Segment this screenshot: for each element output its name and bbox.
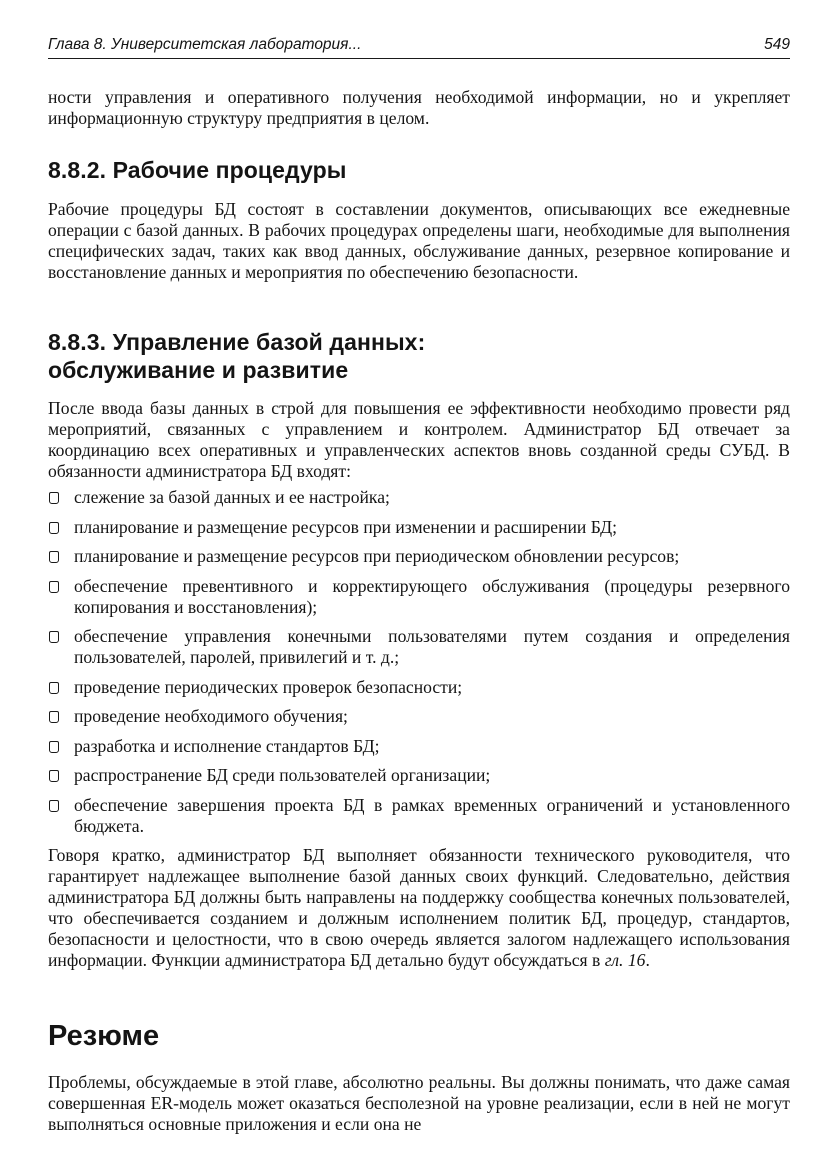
list-item: обеспечение превентивного и корректирующего обслуживания (процедуры резервного копирования и восстановления);: [48, 576, 790, 618]
summary-title: Резюме: [48, 1020, 160, 1052]
section-883-title-line2: обслуживание и развитие: [48, 357, 349, 383]
page-number: 549: [764, 36, 790, 53]
chapter-title: Глава 8. Университетская лаборатория...: [48, 36, 362, 53]
checkbox-bullet-icon: [49, 711, 59, 723]
checkbox-bullet-icon: [49, 522, 59, 534]
checkbox-bullet-icon: [49, 770, 59, 782]
list-item: обеспечение управления конечными пользователями путем создания и определения пользователей, паролей, привилегий и т. д.;: [48, 626, 790, 668]
summary-paragraph: Проблемы, обсуждаемые в этой главе, абсолютно реальны. Вы должны понимать, что даже самая совершенная ER-модель может оказаться бесполезной на уровне реализации, если в ней не могут выполняться основные приложения и если она не: [48, 1072, 790, 1134]
list-item: слежение за базой данных и ее настройка;: [48, 487, 790, 508]
duties-list: [48, 487, 790, 845]
list-item: распространение БД среди пользователей организации;: [48, 765, 790, 786]
intro-paragraph: ности управления и оперативного получения необходимой информации, но и укрепляет информационную структуру предприятия в целом.: [48, 87, 790, 128]
list-item: планирование и размещение ресурсов при изменении и расширении БД;: [48, 517, 790, 538]
list-item: обеспечение завершения проекта БД в рамках временных ограничений и установленного бюджета.: [48, 795, 790, 837]
list-item: проведение периодических проверок безопасности;: [48, 677, 790, 698]
checkbox-bullet-icon: [49, 682, 59, 694]
section-882-paragraph: Рабочие процедуры БД состоят в составлении документов, описывающих все ежедневные операции с базой данных. В рабочих процедурах определены шаги, необходимые для выполнения специфических задач, таких как ввод данных, обслуживание данных, резервное копирование и восстановление данных и мероприятия по обеспечению безопасности.: [48, 199, 790, 282]
section-883-closing-paragraph: Говоря кратко, администратор БД выполняет обязанности технического руководителя, что гарантирует надлежащее выполнение базой данных своих функций. Следовательно, действия администратора БД должны быть направлены на поддержку сообщества конечных пользователей, что обеспечивается созданием и должным исполнением политик БД, процедур, стандартов, безопасности и целостности, что в свою очередь является залогом надлежащего использования информации. Функции администратора БД детально будут обсуждаться в гл. 16.: [48, 845, 790, 970]
checkbox-bullet-icon: [49, 551, 59, 563]
list-item: проведение необходимого обучения;: [48, 706, 790, 727]
running-header: [48, 34, 790, 59]
section-883-paragraph: После ввода базы данных в строй для повышения ее эффективности необходимо провести ряд мероприятий, связанных с управлением и контролем. Администратор БД отвечает за координацию всех оперативных и управленческих аспектов вновь созданной среды СУБД. В обязанности администратора БД входят:: [48, 398, 790, 481]
checkbox-bullet-icon: [49, 581, 59, 593]
checkbox-bullet-icon: [49, 800, 59, 812]
section-882-title: 8.8.2. Рабочие процедуры: [48, 157, 347, 183]
checkbox-bullet-icon: [49, 741, 59, 753]
list-item: планирование и размещение ресурсов при периодическом обновлении ресурсов;: [48, 546, 790, 567]
section-883-title-line1: 8.8.3. Управление базой данных:: [48, 329, 426, 355]
list-item: разработка и исполнение стандартов БД;: [48, 736, 790, 757]
section-883-title: [48, 328, 425, 384]
checkbox-bullet-icon: [49, 492, 59, 504]
checkbox-bullet-icon: [49, 631, 59, 643]
chapter-reference: гл. 16: [604, 950, 646, 970]
